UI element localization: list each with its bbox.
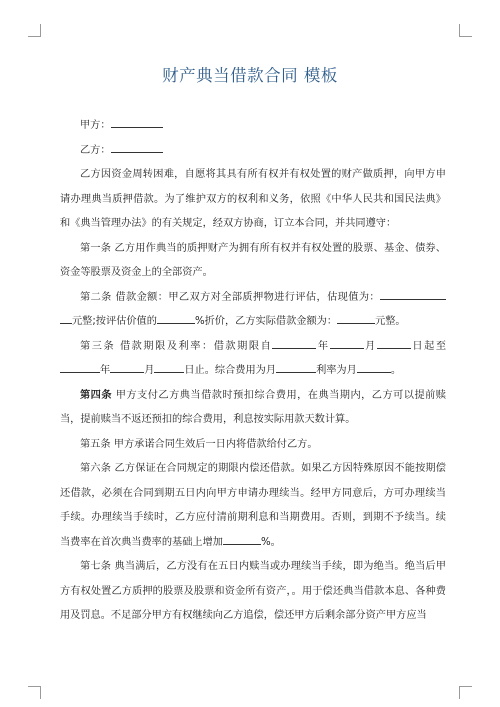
valuation-blank-2 bbox=[60, 311, 72, 324]
loan-amount-blank bbox=[337, 311, 375, 324]
article-2 bbox=[60, 286, 446, 335]
crop-mark-bottom-left bbox=[28, 686, 41, 699]
crop-mark-bottom-right bbox=[459, 686, 472, 699]
article-7-text: 典当满后，乙方没有在五日内赎当或办理续当手续，即为绝当。绝当后甲方有权处置乙方质押的股票及股票和资金所有资产，。用于偿还典当借款本息、各种费用及罚息。不足部分甲方有权继续向乙方追偿，偿还甲方后剩余部分资产甲方应当 bbox=[60, 561, 446, 621]
article-2-heading: 第二条 bbox=[80, 291, 112, 303]
discount-rate-blank bbox=[157, 311, 195, 324]
article-7-heading: 第七条 bbox=[80, 561, 112, 572]
end-month-blank bbox=[110, 360, 144, 373]
start-year-blank bbox=[272, 336, 316, 349]
party-b-line bbox=[60, 139, 446, 164]
article-5 bbox=[60, 433, 446, 458]
article-3-text-7: 日止。综合费用为月 bbox=[184, 365, 277, 376]
start-month-blank bbox=[330, 336, 364, 349]
intro-paragraph: 乙方因资金周转困难，自愿将其具有所有权并有权处置的财产做质押，向甲方申请办理典当质押借款。为了维护双方的权利和义务，依照《中华人民共和国民法典》和《典当管理办法》的有关规定，经双方协商，订立本合同，并共同遵守： bbox=[60, 169, 446, 229]
party-b-blank bbox=[111, 140, 163, 153]
fee-rate-blank bbox=[276, 360, 316, 373]
article-2-text-1: 借款金额：甲乙双方对全部质押物进行评估，估现值为： bbox=[111, 291, 380, 303]
party-a-label: 甲方： bbox=[80, 120, 111, 131]
valuation-blank bbox=[380, 287, 446, 300]
article-3-text-1: 借款期限及利率：借款期限自 bbox=[115, 340, 273, 352]
article-3-text-8: 利率为月 bbox=[316, 365, 357, 376]
article-4-heading: 第四条 bbox=[80, 389, 113, 401]
article-5-text: 甲方承诺合同生效后一日内将借款给付乙方。 bbox=[110, 438, 318, 450]
article-6-heading: 第六条 bbox=[80, 463, 112, 474]
interest-rate-blank bbox=[357, 360, 391, 373]
article-2-text-3: %折价，乙方实际借款金额为： bbox=[194, 316, 338, 327]
article-3-text-9: 。 bbox=[390, 365, 401, 376]
article-3-text-6: 月 bbox=[144, 365, 155, 376]
article-3 bbox=[60, 335, 446, 384]
party-a-blank bbox=[111, 115, 163, 128]
article-4-text: 甲方支付乙方典当借款时预扣综合费用，在典当期内，乙方可以提前赎当，提前赎当不返还预扣的综合费用，利息按实际用款天数计算。 bbox=[60, 389, 446, 425]
article-6-text-1: 乙方保证在合同规定的期限内偿还借款。如果乙方因特殊原因不能按期偿还借款，必须在合同到期五日内向甲方申请办理续当。经甲方同意后，方可办理续当手续。办理续当手续时，乙方应付清前期利息和当期费用。否则，到期不予续当。续当费率在首次典当费率的基础上增加 bbox=[60, 463, 446, 548]
article-3-text-3: 月 bbox=[363, 340, 377, 352]
article-5-heading: 第五条 bbox=[80, 438, 111, 450]
article-3-heading: 第三条 bbox=[80, 340, 116, 352]
article-2-text-4: 元整。 bbox=[375, 316, 406, 327]
article-3-text-5: 年 bbox=[100, 365, 111, 376]
crop-mark-top-right bbox=[459, 24, 472, 37]
article-3-text-2: 年 bbox=[316, 340, 330, 352]
end-year-blank bbox=[60, 360, 100, 373]
article-2-text-2: 元整;按评估价值的 bbox=[72, 316, 157, 327]
article-1-text: 乙方用作典当的质押财产为拥有所有权并有权处置的股票、基金、债券、资金等股票及资金上的全部资产。 bbox=[60, 242, 446, 278]
party-a-line bbox=[60, 114, 446, 139]
renewal-rate-blank bbox=[223, 532, 261, 545]
party-b-label: 乙方： bbox=[80, 144, 111, 156]
article-7 bbox=[60, 555, 446, 629]
article-1 bbox=[60, 237, 446, 286]
document-title: 财产典当借款合同 模板 bbox=[162, 66, 338, 85]
end-day-blank bbox=[154, 360, 184, 373]
start-day-blank bbox=[377, 336, 411, 349]
crop-mark-top-left bbox=[28, 24, 41, 37]
article-6 bbox=[60, 457, 446, 555]
article-1-heading: 第一条 bbox=[80, 242, 112, 254]
article-6-text-2: %。 bbox=[261, 536, 281, 548]
document-body bbox=[60, 114, 446, 629]
article-3-text-4: 日起至 bbox=[410, 340, 447, 352]
article-4 bbox=[60, 384, 446, 433]
